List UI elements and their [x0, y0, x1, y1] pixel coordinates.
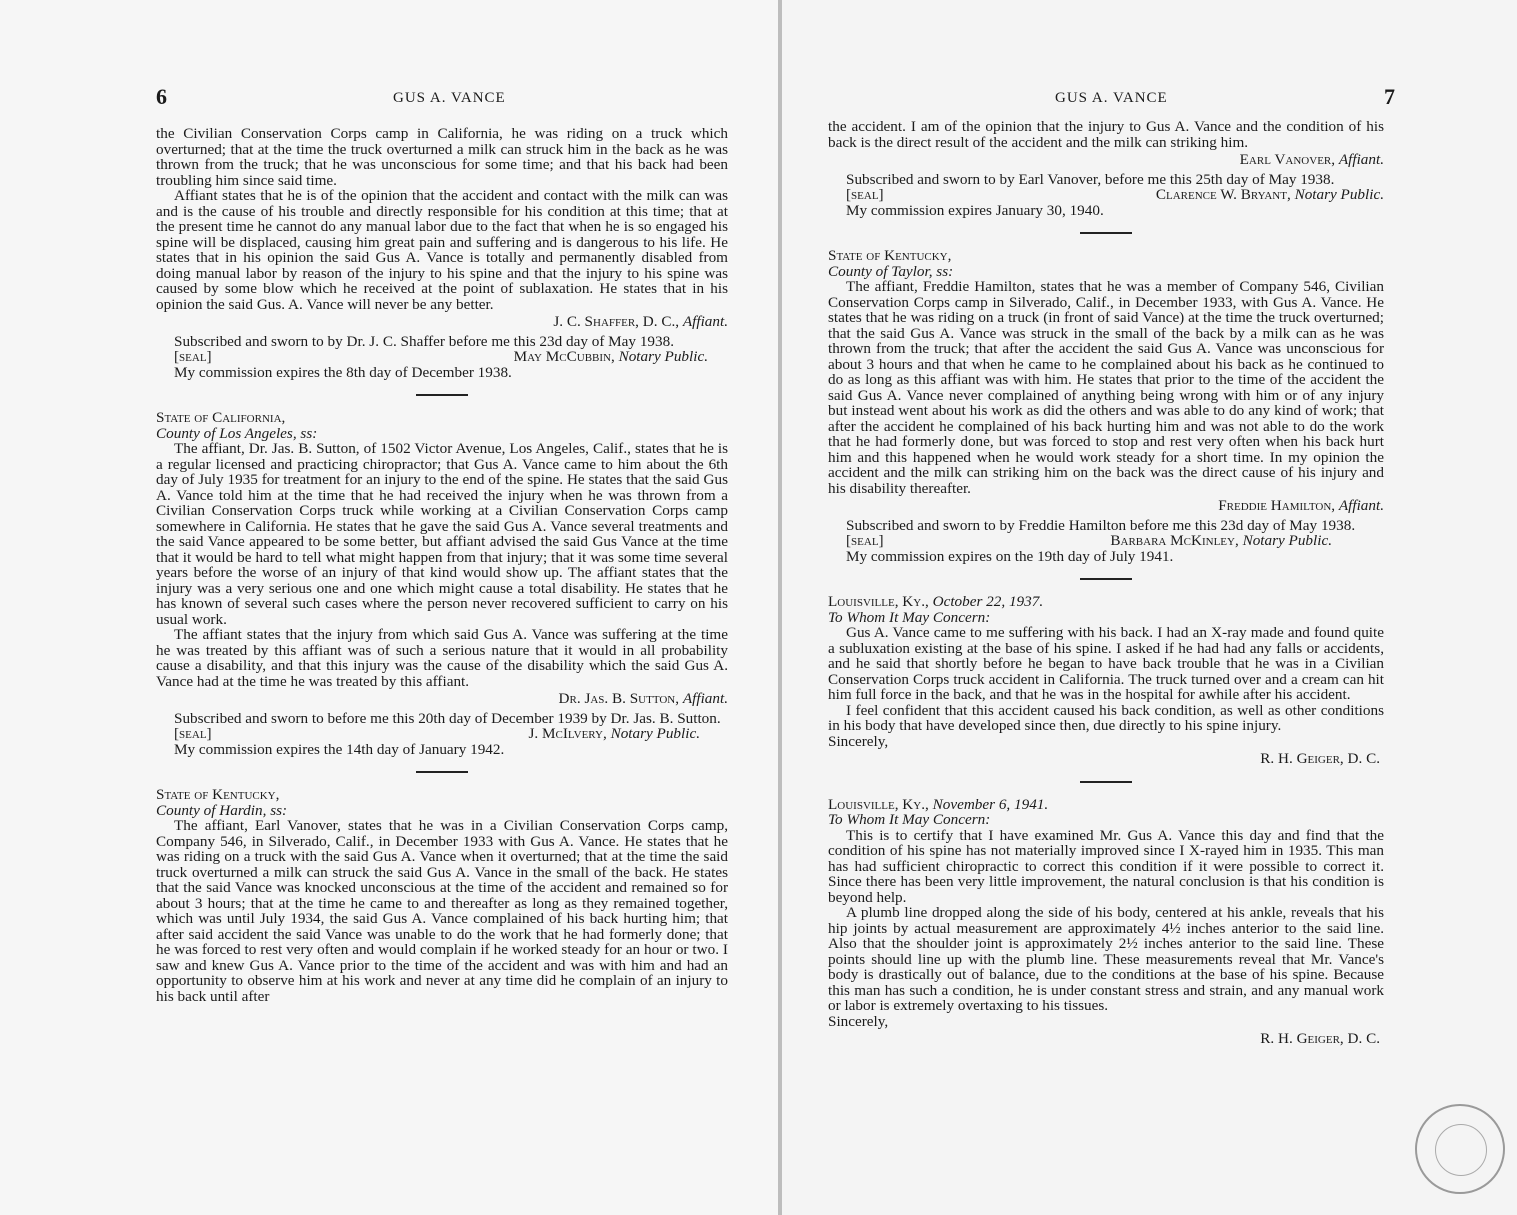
sutton-county: County of Los Angeles, ss:: [156, 424, 318, 442]
letter-1-paragraph-1: Gus A. Vance came to me suffering with his back. I had an X-ray made and found quite a subluxation existing at the base of his spine. I asked if he had had any falls or accidents, and he said that shortly before he began to have back trouble that he was in a Civilian Conservation Corps truck accident in California. The truck turned over and a cream can hit him full force in the back, and that he was in the hospital for awhile after his accident.: [828, 624, 1384, 703]
letter-1-closing: Sincerely,: [828, 732, 889, 750]
letter-2-salutation: To Whom It May Concern:: [828, 811, 991, 828]
hamilton-commission: My commission expires on the 19th day of July 1941.: [846, 547, 1174, 565]
section-divider: [1080, 232, 1132, 234]
running-head-right: GUS A. VANCE: [1055, 90, 1168, 106]
sutton-paragraph-2: The affiant states that the injury from which said Gus A. Vance was suffering at the time he was treated by this affiant was of such a serious nature that it would in all probability cause a disability, and that this injury was the cause of the disability which the said Gus A. Vance had at the time he was treated by this affiant.: [156, 626, 728, 690]
letter-2-paragraph-1: This is to certify that I have examined Mr. Gus A. Vance this day and find that the condition of his spine has not materially improved since I X-rayed him in 1935. This man has had sufficient chiropractic to correct this condition if it were possible to correct it. Since there has been very little improvement, the natural conclusion is that his condition is beyond help.: [828, 826, 1384, 906]
letter-2-paragraph-2: A plumb line dropped along the side of his body, centered at his ankle, reveals that his hip joints by actual measurement are approximately 4½ inches anterior to the said line. Also that the shoulder joint is approximately 2½ inches anterior to the said line. These points should line up with the plumb line. These measurements reveal that Mr. Vance's body is drastically out of balance, due to the conditions at the base of his spine. Because this man has such a condition, he is under constant stress and strain, and any manual work or labor is extremely overtaxing to his tissues.: [828, 904, 1384, 1014]
section-divider: [1080, 578, 1132, 580]
hamilton-county: County of Taylor, ss:: [828, 262, 954, 280]
left-column: [156, 126, 728, 1004]
sutton-sworn: Subscribed and sworn to before me this 20th day of December 1939 by Dr. Jas. B. Sutton.: [174, 709, 721, 727]
right-column: [828, 119, 1384, 1051]
shaffer-commission: My commission expires the 8th day of December 1938.: [174, 363, 512, 381]
section-divider: [1080, 781, 1132, 783]
hamilton-state: State of Kentucky,: [828, 247, 952, 264]
vanover-paragraph: The affiant, Earl Vanover, states that he was in a Civilian Conservation Corps camp, Company 546, in Silverado, Calif., in December 1933 with Gus A. Vance. He states that he was riding on a truck with the said Gus A. Vance when it overturned; that at the time the said truck overturned a milk can struck the said Gus A. Vance in the small of the back. He states that the said Vance was knocked unconscious at the time of the accident and remained so for about 3 hours; that at the time he came to and thereafter as long as they remained together, which was until July 1934, the said Gus A. Vance complained of his back hurting him; that after said accident the said Vance was unable to do the work that he had formerly done; that he was forced to rest very often and would complain if he worked steady for an hour or two. I saw and knew Gus A. Vance prior to the time of the accident and was with him and had an opportunity to observe him at his work and never at any time did he complain of an injury to his back until after: [156, 817, 728, 1005]
letter-2-signature: R. H. Geiger, D. C.: [1260, 1030, 1380, 1047]
archive-stamp-icon: [1415, 1104, 1505, 1194]
vanover-state: State of Kentucky,: [156, 786, 280, 803]
shaffer-notary-row: [156, 349, 728, 365]
seal-label: [seal]: [846, 186, 884, 203]
shaffer-paragraph: Affiant states that he is of the opinion that the accident and contact with the milk can was and is the cause of his trouble and directly responsible for his condition at this time; that at the present time he cannot do any manual labor due to the fact that when he is so engaged his spine will be displaced, causing him great pain and suffering and is dangerous to his life. He states that in his opinion the said Gus A. Vance is totally and permanently disabled from doing manual labor by reason of the injury to his spine and that the injury to his spine was caused by some blow which he received at the point of sublaxation. He states that in his opinion the said Gus. A. Vance will never be any better.: [156, 187, 728, 313]
seal-label: [seal]: [846, 532, 884, 549]
notary-signature: J. McIlvery, Notary Public.: [528, 725, 700, 742]
shaffer-continuation: the Civilian Conservation Corps camp in California, he was riding on a truck which overturned; that at the time the truck overturned a milk can struck him in the back as he was thrown from the truck; that he was unconscious for some time; and that his back had been troubling him since said time.: [156, 125, 728, 189]
shaffer-sworn: Subscribed and sworn to by Dr. J. C. Shaffer before me this 23d day of May 1938.: [174, 332, 674, 350]
hamilton-signature: Freddie Hamilton, Affiant.: [1218, 497, 1384, 514]
vanover-sworn: Subscribed and sworn to by Earl Vanover, before me this 25th day of May 1938.: [846, 170, 1335, 188]
vanover-county: County of Hardin, ss:: [156, 801, 288, 819]
letter-1-salutation: To Whom It May Concern:: [828, 608, 991, 626]
hamilton-notary-row: [828, 533, 1384, 549]
page-number-left: 6: [156, 84, 167, 109]
sutton-state: State of California,: [156, 409, 286, 426]
letter-2-dateline: Louisville, Ky., November 6, 1941.: [828, 795, 1049, 813]
letter-2-closing: Sincerely,: [828, 1012, 889, 1030]
section-divider: [416, 394, 468, 396]
seal-label: [seal]: [174, 348, 212, 365]
notary-signature: May McCubbin, Notary Public.: [513, 348, 708, 365]
section-divider: [416, 771, 468, 773]
vanover-notary-row: [828, 187, 1384, 203]
hamilton-paragraph: The affiant, Freddie Hamilton, states that he was a member of Company 546, Civilian Conservation Corps camp in Silverado, Calif., in December 1933, with Gus A. Vance. He states that he was riding on a truck (in front of said Vance) at the time the truck overturned; that the said Gus A. Vance was struck in the small of the back by a milk can as he was thrown from the truck; that after the accident the said Gus A. Vance was unconscious for about 3 hours and that when he came to he complained about his back as he continued to do as long as this affiant was with him. He states that prior to the time of the accident the said Gus A. Vance never complained of anything being wrong with him or of any injury but instead went about his work as did the others and was able to do any kind of work; that after the accident he complained of his back hurting him and was not able to do the work that he had formerly done, but was forced to stop and rest very often when his back hurt him and this happened when he would work steady for a short time. In my opinion the accident and the milk can striking him on the back was the direct cause of his injury and his disability thereafter.: [828, 278, 1384, 497]
running-head-left: GUS A. VANCE: [393, 90, 506, 106]
vanover-commission: My commission expires January 30, 1940.: [846, 201, 1104, 219]
page-number-right: 7: [1384, 84, 1395, 109]
seal-label: [seal]: [174, 725, 212, 742]
sutton-commission: My commission expires the 14th day of January 1942.: [174, 740, 505, 758]
notary-signature: Barbara McKinley, Notary Public.: [1110, 532, 1332, 549]
letter-1-dateline: Louisville, Ky., October 22, 1937.: [828, 593, 1044, 610]
sutton-notary-row: [156, 726, 728, 742]
vanover-signature: Earl Vanover, Affiant.: [1239, 151, 1384, 168]
sutton-signature: Dr. Jas. B. Sutton, Affiant.: [558, 690, 728, 707]
hamilton-sworn: Subscribed and sworn to by Freddie Hamilton before me this 23d day of May 1938.: [846, 516, 1356, 534]
vanover-continuation: the accident. I am of the opinion that the injury to Gus A. Vance and the condition of his back is the direct result of the accident and the milk can striking him.: [828, 118, 1384, 151]
notary-signature: Clarence W. Bryant, Notary Public.: [1155, 186, 1384, 203]
letter-1-signature: R. H. Geiger, D. C.: [1260, 750, 1380, 767]
letter-1-paragraph-2: I feel confident that this accident caused his back condition, as well as other conditions in his body that have developed since then, due directly to his spine injury.: [828, 701, 1384, 734]
sutton-paragraph-1: The affiant, Dr. Jas. B. Sutton, of 1502 Victor Avenue, Los Angeles, Calif., states that he is a regular licensed and practicing chiropractor; that Gus A. Vance came to him about the 6th day of July 1935 for treatment for an injury to the end of the spine. He states that the said Gus A. Vance told him at the time that he had received the injury when he was thrown from a Civilian Conservation Corps truck while working at a Civilian Conservation Corps camp somewhere in California. He states that he gave the said Gus A. Vance several treatments and the said Vance appeared to be some better, but affiant advised the said Gus Vance at the time that it would be hard to tell what might happen from that injury; that it was some time several years before the worse of an injury of that kind would show up. The affiant states that the injury was a very serious one and one which might cause a total disability. He states that he has known of several such cases where the person never recovered sufficient to carry on his usual work.: [156, 440, 728, 628]
shaffer-signature: J. C. Shaffer, D. C., Affiant.: [553, 313, 728, 330]
